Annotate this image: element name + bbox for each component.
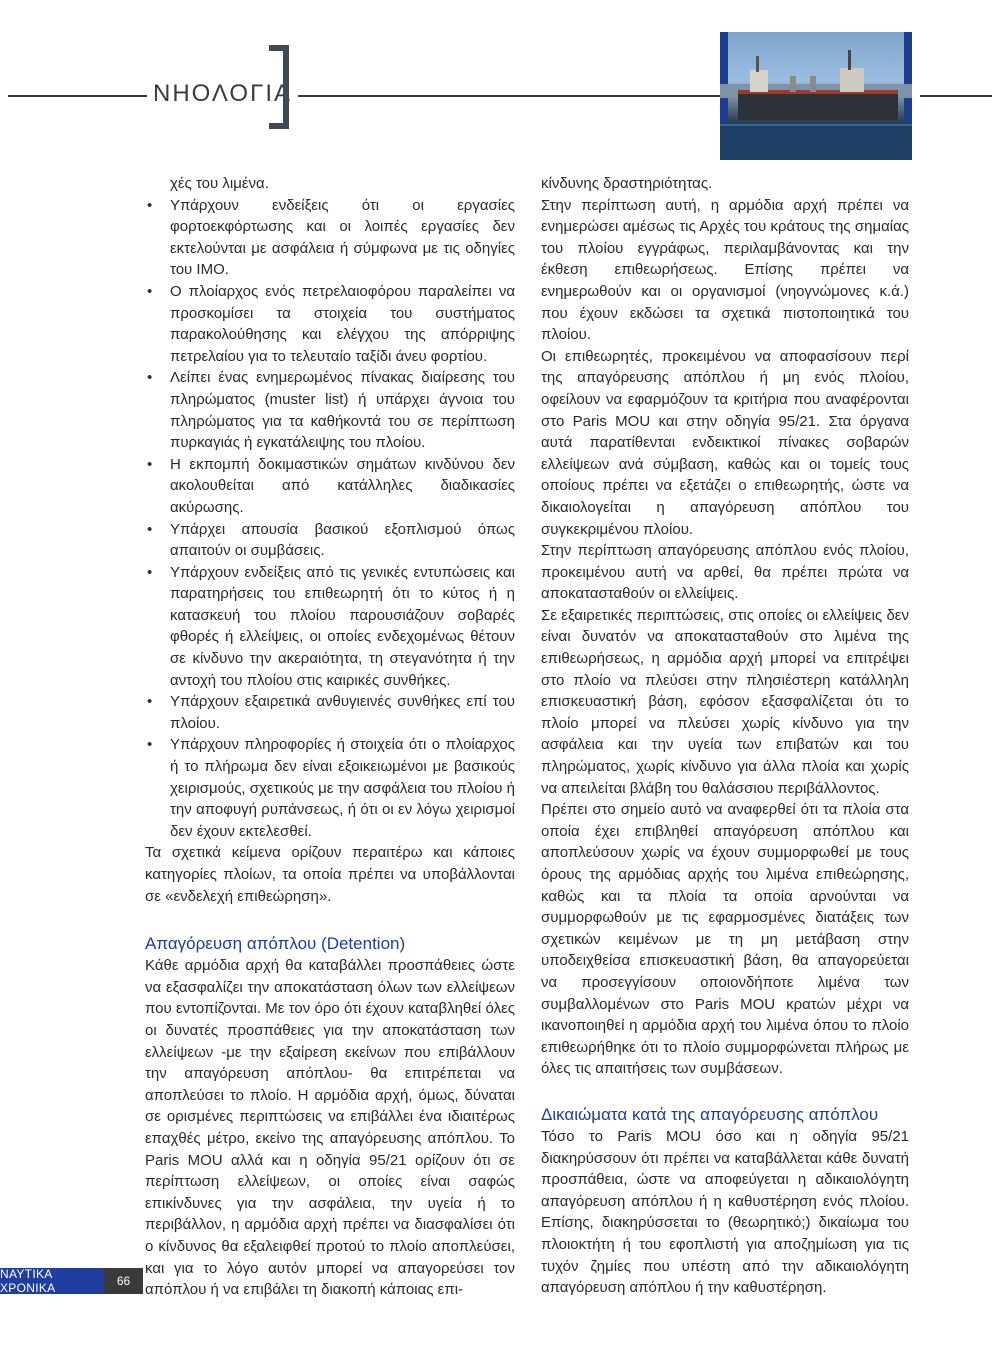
footer-badge	[0, 1268, 143, 1294]
list-item: • Ο πλοίαρχος ενός πετρελαιοφόρου παραλείπει να προσκομίσει τα στοιχεία του συστήματος παρακολούθησης και ελέγχου της απόρριψης πετρελαίου για το τελευταίο ταξίδι άνευ φορτίου.	[145, 281, 515, 367]
header-rule-far-right	[920, 95, 992, 97]
rights-paragraph: Τόσο το Paris MOU όσο και η οδηγία 95/21 διακηρύσσουν ότι πρέπει να καταβάλλεται κάθε δυνατή προσπάθεια, ώστε να αποφεύγεται η αδικαιολόγητη απαγόρευση απόπλου ή η καθυστέρηση ενός πλοίου. Επίσης, διακηρύσσεται το (θεωρητικό;) δικαίωμα του πλοιοκτήτη ή του εφοπλιστή για αποζημίωση για τις τυχόν ζημίες που υπέστη από την αδικαιολόγητη απαγόρευση απόπλου ή την καθυστέρηση.	[541, 1127, 909, 1297]
magazine-name: ΝΑΥΤΙΚΑ ΧΡΟΝΙΚΑ	[0, 1268, 104, 1294]
list-item: • Υπάρχει απουσία βασικού εξοπλισμού όπως απαιτούν οι συμβάσεις.	[145, 519, 515, 562]
list-item: • Υπάρχουν ενδείξεις ότι οι εργασίες φορτοεκφόρτωσης και οι λοιπές εργασίες δεν εκτελούνται με ασφάλεια ή σύμφωνα με τις οδηγίες του ΙΜΟ.	[145, 195, 515, 281]
paragraph: Σε εξαιρετικές περιπτώσεις, στις οποίες οι ελλείψεις δεν είναι δυνατόν να αποκατασταθούν στο λιμένα της επιθεωρήσεως, η αρμόδια αρχή μπορεί να επιτρέψει στο πλοίο να πλεύσει στην πλησιέστερη κατάλληλη επισκευαστική βάση, εφόσον εξασφαλίζεται ότι το πλοίο μπορεί να πλεύσει χωρίς κίνδυνο για την ασφάλεια και την υγεία των επιβατών και του πληρώματος, χωρίς κίνδυνο για άλλα πλοία και χωρίς να απειλείται βλάβη του θαλάσσιου περιβάλλοντος.	[541, 606, 909, 797]
list-item: • Υπάρχουν πληροφορίες ή στοιχεία ότι ο πλοίαρχος ή το πλήρωμα δεν είναι εξοικειωμένοι με βασικούς χειρισμούς, σχετικούς με την ασφάλεια του πλοίου ή την αποφυγή ρυπάνσεως, ή ότι οι εν λόγω χειρισμοί δεν έχουν εκτελεσθεί.	[145, 734, 515, 842]
ship-illustration	[720, 32, 912, 160]
list-item: • Λείπει ένας ενημερωμένος πίνακας διαίρεσης του πληρώματος (muster list) ή υπάρχει άγνοια του πληρώματος για τα καθήκοντά του σε περίπτωση πυρκαγιάς ή εγκατάλειψης του πλοίου.	[145, 367, 515, 453]
left-column	[145, 173, 515, 1301]
section-title: ΝΗΟΛΟΓΙΑ	[147, 80, 298, 108]
paragraph: κίνδυνης δραστηριότητας.	[541, 175, 713, 192]
detention-paragraph: Κάθε αρμόδια αρχή θα καταβάλλει προσπάθειες ώστε να εξασφαλίζει την αποκατάσταση όλων των ελλείψεων που εντοπίζονται. Με τον όρο ότι έχουν καταβληθεί όλες οι δυνατές προσπάθειες για την αποκατάσταση των ελλείψεων -με την εξαίρεση εκείνων που επιβάλλουν την απαγόρευση απόπλου- θα επιτρέπεται να αποπλεύσει το πλοίο. Η αρμόδια αρχή, όμως, δύναται σε ορισμένες περιπτώσεις να επιβάλλει ένα ιδιαιτέρως επαχθές μέτρο, εκείνο της απαγόρευσης απόπλου. Το Paris MOU αλλά και η οδηγία 95/21 ορίζουν ότι σε περίπτωση ελλείψεων, οι οποίες είναι σαφώς επικίνδυνες για την ασφάλεια, την υγεία ή το περιβάλλον, η αρμόδια αρχή πρέπει να διασφαλίσει ότι ο κίνδυνος θα εξαλειφθεί προτού το πλοίο αποπλεύσει, και για το λόγο αυτόν μπορεί να απαγορεύσει τον απόπλου ή να επιβάλει τη διακοπή κάποιας επι-	[145, 957, 515, 1299]
title-bracket-icon	[269, 45, 289, 129]
paragraph: Στην περίπτωση αυτή, η αρμόδια αρχή πρέπει να ενημερώσει αμέσως τις Αρχές του κράτους της σημαίας του πλοίου εγγράφως, περιλαμβάνοντας και την έκθεση επιθεωρήσεως. Επίσης πρέπει να ενημερωθούν και οι οργανισμοί (νηογνώμονες κ.ά.) που έχουν εκδώσει τα σχετικά πιστοποιητικά του πλοίου.	[541, 196, 909, 344]
rights-heading: Δικαιώματα κατά της απαγόρευσης απόπλου	[541, 1104, 879, 1124]
inspection-criteria-list	[145, 195, 515, 843]
list-item: • Η εκπομπή δοκιμαστικών σημάτων κινδύνου δεν ακολουθείται από κατάλληλες διαδικασίες ακύρωσης.	[145, 454, 515, 519]
right-column	[541, 173, 909, 1299]
paragraph: Πρέπει στο σημείο αυτό να αναφερθεί ότι τα πλοία στα οποία έχει επιβληθεί απαγόρευση απόπλου και αποπλεύσουν χωρίς να έχουν συμμορφωθεί με τους όρους της αρμόδιας αρχής του λιμένα επιθεώρησης, καθώς και τα πλοία τα οποία αρνούνται να συμμορφωθούν με τις εφαρμοσμένες διατάξεις των σχετικών κειμένων με τη μη μετάβαση στην υποδειχθείσα επισκευαστική βάση, θα απαγορεύεται να προσεγγίσουν οποιονδήποτε λιμένα των συμβαλλομένων στο Paris MOU κρατών μέχρι να ικανοποιηθεί η αρμόδια αρχή του λιμένα όπου το πλοίο επιθεωρήθηκε ότι το πλοίο συμμορφώνεται πλήρως με όλες τις απαιτήσεις των συμβάσεων.	[541, 801, 909, 1078]
opening-fragment: χές του λιμένα.	[170, 175, 269, 192]
page-number: 66	[104, 1268, 143, 1294]
closing-paragraph: Τα σχετικά κείμενα ορίζουν περαιτέρω και κάποιες κατηγορίες πλοίων, τα οποία πρέπει να υποβάλλονται σε «ενδελεχή επιθεώρηση».	[145, 844, 515, 905]
list-item: • Υπάρχουν εξαιρετικά ανθυγιεινές συνθήκες επί του πλοίου.	[145, 691, 515, 734]
detention-heading: Απαγόρευση απόπλου (Detention)	[145, 934, 406, 954]
ship-photo	[720, 32, 912, 160]
list-item: • Υπάρχουν ενδείξεις από τις γενικές εντυπώσεις και παρατηρήσεις του επιθεωρητή ότι το κύτος ή η κατασκευή του πλοίου παρουσιάζουν σοβαρές φθορές ή ελλείψεις, οι οποίες ενδεχομένως θέτουν σε κίνδυνο την ακεραιότητα, τη στεγανότητα ή την αντοχή του πλοίου στις καιρικές συνθήκες.	[145, 562, 515, 692]
paragraph: Οι επιθεωρητές, προκειμένου να αποφασίσουν περί της απαγόρευσης απόπλου ή μη ενός πλοίου, οφείλουν να εφαρμόζουν τα κριτήρια που αναφέρονται στο Paris MOU και στην οδηγία 95/21. Στα όργανα αυτά παρατίθενται ενδεικτικοί πίνακες σοβαρών ελλείψεων ανά σύμβαση, καθώς και οι τομείς τους οποίους πρέπει να εξετάζει ο επιθεωρητής, ώστε να δικαιολογείται η απαγόρευση απόπλου του συγκεκριμένου πλοίου.	[541, 347, 909, 538]
paragraph: Στην περίπτωση απαγόρευσης απόπλου ενός πλοίου, προκειμένου αυτή να αρθεί, θα πρέπει πρώτα να αποκατασταθούν οι ελλείψεις.	[541, 542, 909, 603]
header-rule-right	[289, 95, 720, 97]
